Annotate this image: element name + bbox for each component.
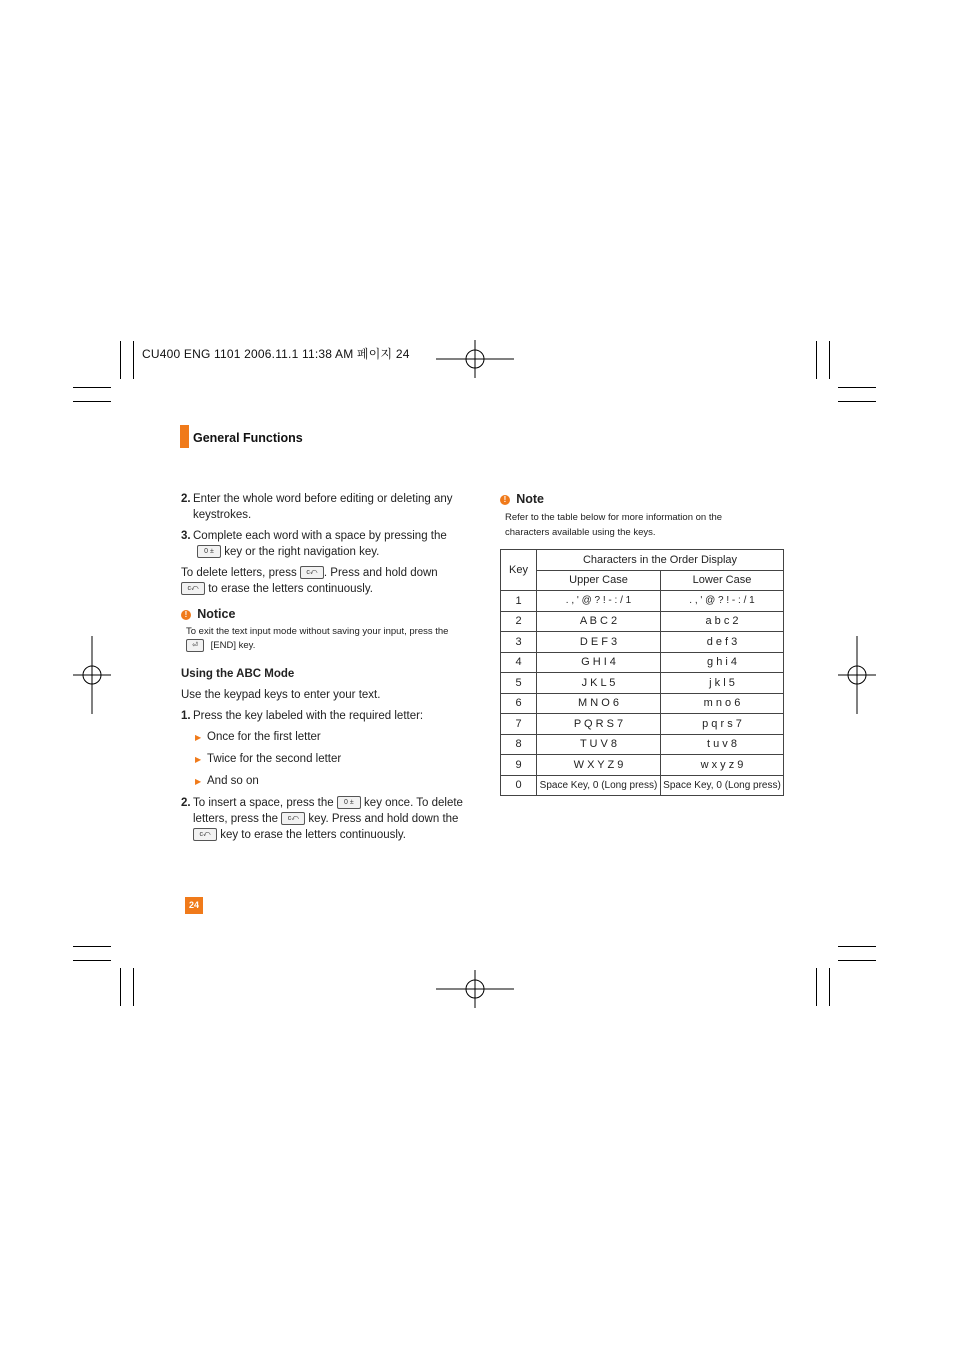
abc-intro: Use the keypad keys to enter your text. bbox=[181, 689, 381, 702]
list-item bbox=[195, 773, 466, 790]
list-item-text: Twice for the second letter bbox=[207, 753, 342, 766]
triangle-bullet-icon: ▶ bbox=[195, 777, 202, 787]
end-key-icon: ⏎ bbox=[186, 639, 204, 652]
table-cell-key: 7 bbox=[501, 714, 537, 735]
table-row bbox=[501, 714, 784, 735]
step-text: Press the key labeled with the required letter: bbox=[193, 710, 424, 723]
table-cell-lower: d e f 3 bbox=[661, 632, 784, 653]
table-cell-upper: J K L 5 bbox=[537, 673, 661, 694]
table-cell-key: 2 bbox=[501, 611, 537, 632]
delete-instructions bbox=[181, 565, 466, 597]
clear-key-icon: c⤺ bbox=[300, 566, 324, 579]
step-text-part: Complete each word with a space by pressing the bbox=[193, 530, 447, 542]
registration-mark-bottom bbox=[436, 970, 514, 1008]
page-number: 24 bbox=[185, 897, 203, 914]
delete-text-part: . Press and hold down bbox=[323, 567, 438, 579]
step-2 bbox=[181, 491, 466, 523]
list-item-text: Once for the first letter bbox=[207, 731, 321, 744]
table-cell-upper: Space Key, 0 (Long press) bbox=[537, 775, 661, 796]
step-text-part: key or the right navigation key. bbox=[224, 546, 380, 558]
table-cell-upper: M N O 6 bbox=[537, 693, 661, 714]
notice-text bbox=[186, 625, 466, 653]
group-header: Characters in the Order Display bbox=[537, 550, 784, 571]
notice-heading bbox=[181, 606, 466, 623]
table-body bbox=[501, 591, 784, 796]
zero-key-icon: 0 ± bbox=[197, 545, 221, 558]
step-number: 2. bbox=[181, 493, 191, 505]
note-heading bbox=[500, 491, 760, 508]
list-item bbox=[195, 729, 466, 746]
table-row bbox=[501, 734, 784, 755]
table-cell-upper: G H I 4 bbox=[537, 652, 661, 673]
table-cell-upper: T U V 8 bbox=[537, 734, 661, 755]
table-cell-lower: p q r s 7 bbox=[661, 714, 784, 735]
warning-icon: ! bbox=[181, 610, 191, 620]
key-character-table bbox=[500, 549, 784, 796]
step-number: 3. bbox=[181, 530, 191, 542]
step-text-part: key. Press and hold down the bbox=[308, 813, 459, 826]
clear-key-icon: c⤺ bbox=[181, 582, 205, 595]
table-row bbox=[501, 632, 784, 653]
notice-text-part: [END] key. bbox=[210, 640, 256, 652]
table-cell-upper: W X Y Z 9 bbox=[537, 755, 661, 776]
table-subheader-row bbox=[501, 570, 784, 591]
registration-mark-left bbox=[73, 636, 111, 714]
registration-mark-right bbox=[838, 636, 876, 714]
step-text-part: key to erase the letters continuously. bbox=[220, 829, 407, 842]
table-cell-lower: a b c 2 bbox=[661, 611, 784, 632]
table-row bbox=[501, 693, 784, 714]
table-cell-key: 0 bbox=[501, 775, 537, 796]
step-text-part: key once. To delete letters, press the bbox=[193, 797, 463, 826]
zero-key-icon: 0 ± bbox=[337, 796, 361, 809]
table-row bbox=[501, 591, 784, 612]
table-header-row bbox=[501, 550, 784, 571]
table-row bbox=[501, 775, 784, 796]
table-cell-key: 1 bbox=[501, 591, 537, 612]
bullet-list bbox=[195, 729, 466, 790]
note-title: Note bbox=[516, 492, 544, 506]
notice-title: Notice bbox=[197, 607, 236, 621]
table-cell-key: 6 bbox=[501, 693, 537, 714]
step-number: 2. bbox=[181, 797, 191, 810]
note-text: Refer to the table below for more information on the characters available using the keys. bbox=[505, 512, 723, 538]
table-row bbox=[501, 755, 784, 776]
clear-key-icon: c⤺ bbox=[281, 812, 305, 825]
table-cell-lower: g h i 4 bbox=[661, 652, 784, 673]
upper-case-header: Upper Case bbox=[537, 570, 661, 591]
note-block bbox=[500, 491, 760, 540]
table-cell-lower: w x y z 9 bbox=[661, 755, 784, 776]
abc-step-1 bbox=[181, 708, 466, 724]
print-header: CU400 ENG 1101 2006.11.1 11:38 AM 페이지 24 bbox=[142, 347, 410, 361]
table-cell-lower: Space Key, 0 (Long press) bbox=[661, 775, 784, 796]
triangle-bullet-icon: ▶ bbox=[195, 733, 202, 743]
warning-icon: ! bbox=[500, 495, 510, 505]
notice-text-part: To exit the text input mode without saving your input, press the bbox=[186, 626, 449, 637]
lower-case-header: Lower Case bbox=[661, 570, 784, 591]
table-cell-key: 4 bbox=[501, 652, 537, 673]
section-accent-bar bbox=[180, 425, 189, 448]
table-cell-upper: . , ' @ ? ! - : / 1 bbox=[537, 591, 661, 612]
table-cell-key: 8 bbox=[501, 734, 537, 755]
table-cell-key: 5 bbox=[501, 673, 537, 694]
table-row bbox=[501, 652, 784, 673]
key-header: Key bbox=[501, 550, 537, 591]
left-column bbox=[181, 491, 466, 843]
section-title: General Functions bbox=[193, 431, 303, 445]
clear-key-icon: c⤺ bbox=[193, 828, 217, 841]
table-cell-lower: t u v 8 bbox=[661, 734, 784, 755]
step-text: Enter the whole word before editing or deleting any keystrokes. bbox=[193, 493, 453, 521]
table-row bbox=[501, 611, 784, 632]
step-text bbox=[193, 795, 466, 843]
list-item-text: And so on bbox=[207, 775, 259, 788]
table-row bbox=[501, 673, 784, 694]
abc-step-2 bbox=[181, 795, 466, 843]
step-3 bbox=[181, 528, 466, 560]
table-cell-upper: P Q R S 7 bbox=[537, 714, 661, 735]
table-cell-lower: . , ' @ ? ! - : / 1 bbox=[661, 591, 784, 612]
table-cell-upper: A B C 2 bbox=[537, 611, 661, 632]
step-text bbox=[193, 528, 447, 560]
step-number: 1. bbox=[181, 710, 191, 723]
notice-block bbox=[181, 606, 466, 653]
table-cell-lower: m n o 6 bbox=[661, 693, 784, 714]
table-cell-upper: D E F 3 bbox=[537, 632, 661, 653]
delete-text-part: To delete letters, press bbox=[181, 567, 297, 579]
list-item bbox=[195, 751, 466, 768]
table-cell-key: 3 bbox=[501, 632, 537, 653]
table-cell-key: 9 bbox=[501, 755, 537, 776]
registration-mark-top bbox=[436, 340, 514, 378]
triangle-bullet-icon: ▶ bbox=[195, 755, 202, 765]
delete-text-part: to erase the letters continuously. bbox=[208, 583, 373, 595]
table-cell-lower: j k l 5 bbox=[661, 673, 784, 694]
abc-heading: Using the ABC Mode bbox=[181, 668, 295, 681]
step-text-part: To insert a space, press the bbox=[193, 797, 334, 810]
